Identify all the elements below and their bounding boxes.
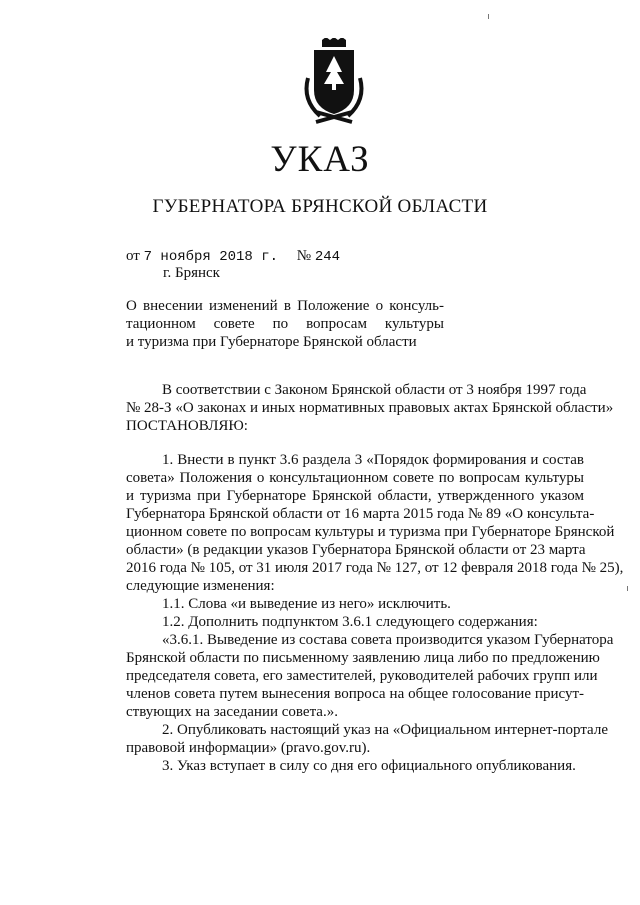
paragraph-3: 3. Указ вступает в силу со дня его официального опубликования.	[162, 758, 576, 774]
paragraph-1-line: области» (в редакции указов Губернатора Брянской области от 23 марта	[126, 542, 586, 558]
decree-subject	[126, 297, 444, 351]
document-title: УКАЗ	[270, 139, 370, 180]
subject-line: тационном совете по вопросам культуры	[126, 316, 444, 332]
subparagraph-1-1: 1.1. Слова «и выведение из него» исключить.	[162, 596, 451, 612]
scan-speck	[627, 586, 628, 591]
date-prefix: от	[126, 248, 140, 264]
subject-line: и туризма при Губернаторе Брянской области	[126, 334, 417, 350]
paragraph-1-line: ционном совете по вопросам культуры и туризма при Губернаторе Брянской	[126, 524, 615, 540]
paragraph-1-line: Губернатора Брянской области от 16 марта 2015 года № 89 «О консульта-	[126, 506, 595, 522]
paragraph-2-line: правовой информации» (pravo.gov.ru).	[126, 740, 371, 756]
paragraph-2-line: 2. Опубликовать настоящий указ на «Официальном интернет-портале	[162, 722, 608, 738]
paragraph-1-line: следующие изменения:	[126, 578, 275, 594]
quote-line: Брянской области по письменному заявлению лица либо по предложению	[126, 650, 600, 666]
quote-line: «3.6.1. Выведение из состава совета производится указом Губернатора	[162, 632, 614, 648]
date-line	[126, 248, 340, 265]
document-subtitle: ГУБЕРНАТОРА БРЯНСКОЙ ОБЛАСТИ	[152, 196, 488, 217]
subject-line: О внесении изменений в Положение о консуль-	[126, 298, 444, 314]
city: г. Брянск	[163, 265, 220, 281]
coat-of-arms-icon	[298, 38, 370, 124]
paragraph-1-line: 1. Внести в пункт 3.6 раздела 3 «Порядок формирования и состав	[162, 452, 584, 468]
preamble-line: № 28-З «О законах и иных нормативных правовых актах Брянской области»	[126, 400, 614, 416]
quote-line: членов совета путем вынесения вопроса на общее голосование присут-	[126, 686, 584, 702]
scan-speck	[488, 14, 489, 19]
quote-line: председателя совета, его заместителей, руководителей рабочих групп или	[126, 668, 598, 684]
preamble-line: В соответствии с Законом Брянской области от 3 ноября 1997 года	[162, 382, 587, 398]
paragraph-1-line: и туризма при Губернаторе Брянской области, утвержденного указом	[126, 488, 584, 504]
quote-line: ствующих на заседании совета.».	[126, 704, 338, 720]
paragraph-1-line: совета» Положения о консультационном совете по вопросам культуры	[126, 470, 584, 486]
date-value: 7 ноября 2018 г.	[143, 249, 279, 265]
number-value: 244	[314, 249, 341, 265]
preamble-line: ПОСТАНОВЛЯЮ:	[126, 418, 248, 434]
paragraph-1-line: 2016 года № 105, от 31 июля 2017 года № 127, от 12 февраля 2018 года № 25),	[126, 560, 624, 576]
decree-body	[126, 381, 624, 775]
number-prefix: №	[296, 248, 312, 264]
subparagraph-1-2: 1.2. Дополнить подпунктом 3.6.1 следующего содержания:	[162, 614, 538, 630]
